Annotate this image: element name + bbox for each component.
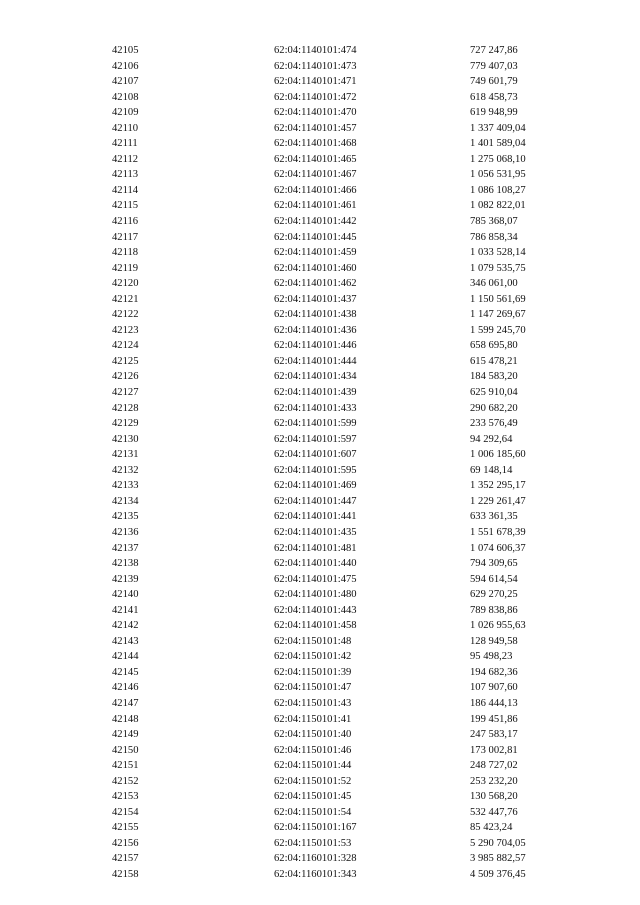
table-row xyxy=(112,292,580,308)
row-number: 42143 xyxy=(112,635,139,647)
cadastral-value: 749 601,79 xyxy=(470,76,518,88)
cadastral-number: 62:04:1150101:41 xyxy=(274,713,352,725)
table-row xyxy=(112,758,580,774)
cadastral-value: 248 727,02 xyxy=(470,760,518,772)
row-number: 42149 xyxy=(112,729,139,741)
row-number: 42125 xyxy=(112,355,139,367)
cadastral-number: 62:04:1140101:599 xyxy=(274,418,357,430)
cadastral-number: 62:04:1140101:474 xyxy=(274,45,357,56)
cadastral-value: 107 907,60 xyxy=(470,682,518,694)
row-number: 42130 xyxy=(112,433,139,445)
row-number: 42135 xyxy=(112,511,139,523)
cadastral-number: 62:04:1140101:470 xyxy=(274,107,357,119)
cadastral-number: 62:04:1140101:443 xyxy=(274,604,357,616)
row-number: 42132 xyxy=(112,464,139,476)
cadastral-value: 247 583,17 xyxy=(470,729,518,741)
cadastral-value: 1 551 678,39 xyxy=(470,526,526,538)
cadastral-number: 62:04:1150101:47 xyxy=(274,682,352,694)
row-number: 42145 xyxy=(112,666,139,678)
table-row xyxy=(112,105,580,121)
row-number: 42117 xyxy=(112,231,139,243)
row-number: 42157 xyxy=(112,853,139,865)
cadastral-value: 594 614,54 xyxy=(470,573,518,585)
row-number: 42136 xyxy=(112,526,139,538)
row-number: 42107 xyxy=(112,76,139,88)
cadastral-number: 62:04:1140101:468 xyxy=(274,138,357,150)
cadastral-value: 199 451,86 xyxy=(470,713,518,725)
row-number: 42156 xyxy=(112,837,139,849)
row-number: 42155 xyxy=(112,822,139,834)
row-number: 42122 xyxy=(112,309,139,321)
table-row xyxy=(112,696,580,712)
table-row xyxy=(112,743,580,759)
cadastral-number: 62:04:1150101:167 xyxy=(274,822,357,834)
cadastral-number: 62:04:1150101:48 xyxy=(274,635,352,647)
table-row xyxy=(112,836,580,852)
row-number: 42108 xyxy=(112,91,139,103)
cadastral-value: 1 352 295,17 xyxy=(470,480,526,492)
cadastral-value: 3 985 882,57 xyxy=(470,853,526,865)
cadastral-value: 619 948,99 xyxy=(470,107,518,119)
cadastral-number: 62:04:1150101:42 xyxy=(274,651,352,663)
cadastral-number: 62:04:1140101:471 xyxy=(274,76,357,88)
row-number: 42134 xyxy=(112,495,139,507)
row-number: 42127 xyxy=(112,387,139,399)
cadastral-value: 1 150 561,69 xyxy=(470,293,526,305)
row-number: 42121 xyxy=(112,293,139,305)
cadastral-value: 173 002,81 xyxy=(470,744,518,756)
row-number: 42119 xyxy=(112,262,139,274)
cadastral-value: 629 270,25 xyxy=(470,589,518,601)
row-number: 42113 xyxy=(112,169,139,181)
cadastral-number: 62:04:1150101:46 xyxy=(274,744,352,756)
cadastral-number: 62:04:1140101:433 xyxy=(274,402,357,414)
cadastral-value: 618 458,73 xyxy=(470,91,518,103)
cadastral-value: 94 292,64 xyxy=(470,433,513,445)
cadastral-number: 62:04:1140101:445 xyxy=(274,231,357,243)
cadastral-number: 62:04:1140101:481 xyxy=(274,542,357,554)
cadastral-number: 62:04:1140101:466 xyxy=(274,184,357,196)
table-row xyxy=(112,727,580,743)
cadastral-value: 69 148,14 xyxy=(470,464,513,476)
cadastral-number: 62:04:1140101:435 xyxy=(274,526,357,538)
cadastral-value: 727 247,86 xyxy=(470,45,518,56)
row-number: 42131 xyxy=(112,449,139,461)
cadastral-number: 62:04:1150101:43 xyxy=(274,697,352,709)
cadastral-value: 1 082 822,01 xyxy=(470,200,526,212)
table-row xyxy=(112,59,580,75)
row-number: 42133 xyxy=(112,480,139,492)
row-number: 42138 xyxy=(112,558,139,570)
cadastral-value: 1 056 531,95 xyxy=(470,169,526,181)
row-number: 42123 xyxy=(112,324,139,336)
cadastral-number: 62:04:1150101:39 xyxy=(274,666,352,678)
table-row xyxy=(112,572,580,588)
table-row xyxy=(112,525,580,541)
row-number: 42137 xyxy=(112,542,139,554)
table-row xyxy=(112,214,580,230)
row-number: 42141 xyxy=(112,604,139,616)
table-row xyxy=(112,307,580,323)
table-row xyxy=(112,385,580,401)
cadastral-value: 253 232,20 xyxy=(470,775,518,787)
row-number: 42150 xyxy=(112,744,139,756)
cadastral-number: 62:04:1140101:457 xyxy=(274,122,357,134)
cadastral-number: 62:04:1160101:328 xyxy=(274,853,357,865)
row-number: 42105 xyxy=(112,45,139,56)
cadastral-value: 1 275 068,10 xyxy=(470,153,526,165)
cadastral-value: 1 026 955,63 xyxy=(470,620,526,632)
cadastral-value: 658 695,80 xyxy=(470,340,518,352)
cadastral-value: 186 444,13 xyxy=(470,697,518,709)
row-number: 42126 xyxy=(112,371,139,383)
row-number: 42120 xyxy=(112,278,139,290)
row-number: 42146 xyxy=(112,682,139,694)
table-row xyxy=(112,338,580,354)
table-row xyxy=(112,820,580,836)
cadastral-value: 130 568,20 xyxy=(470,791,518,803)
row-number: 42158 xyxy=(112,868,139,880)
cadastral-value: 779 407,03 xyxy=(470,60,518,72)
cadastral-value: 1 337 409,04 xyxy=(470,122,526,134)
cadastral-value-table xyxy=(112,43,580,883)
row-number: 42147 xyxy=(112,697,139,709)
table-row xyxy=(112,712,580,728)
table-row xyxy=(112,401,580,417)
cadastral-number: 62:04:1140101:460 xyxy=(274,262,357,274)
cadastral-number: 62:04:1140101:461 xyxy=(274,200,357,212)
cadastral-number: 62:04:1140101:467 xyxy=(274,169,357,181)
row-number: 42152 xyxy=(112,775,139,787)
cadastral-value: 128 949,58 xyxy=(470,635,518,647)
cadastral-value: 786 858,34 xyxy=(470,231,518,243)
cadastral-number: 62:04:1140101:607 xyxy=(274,449,357,461)
cadastral-value: 625 910,04 xyxy=(470,387,518,399)
table-row xyxy=(112,167,580,183)
cadastral-number: 62:04:1140101:434 xyxy=(274,371,357,383)
cadastral-number: 62:04:1150101:54 xyxy=(274,806,352,818)
row-number: 42140 xyxy=(112,589,139,601)
cadastral-number: 62:04:1140101:458 xyxy=(274,620,357,632)
cadastral-value: 290 682,20 xyxy=(470,402,518,414)
table-row xyxy=(112,230,580,246)
table-row xyxy=(112,198,580,214)
row-number: 42112 xyxy=(112,153,139,165)
table-row xyxy=(112,261,580,277)
cadastral-number: 62:04:1140101:439 xyxy=(274,387,357,399)
row-number: 42153 xyxy=(112,791,139,803)
cadastral-number: 62:04:1160101:343 xyxy=(274,868,357,880)
cadastral-value: 1 599 245,70 xyxy=(470,324,526,336)
cadastral-value: 4 509 376,45 xyxy=(470,868,526,880)
cadastral-number: 62:04:1140101:436 xyxy=(274,324,357,336)
table-row xyxy=(112,416,580,432)
table-row xyxy=(112,43,580,59)
cadastral-value: 1 079 535,75 xyxy=(470,262,526,274)
cadastral-value: 615 478,21 xyxy=(470,355,518,367)
cadastral-value: 785 368,07 xyxy=(470,216,518,228)
cadastral-number: 62:04:1140101:459 xyxy=(274,247,357,259)
table-row xyxy=(112,774,580,790)
row-number: 42110 xyxy=(112,122,139,134)
cadastral-value: 1 147 269,67 xyxy=(470,309,526,321)
cadastral-value: 1 006 185,60 xyxy=(470,449,526,461)
row-number: 42139 xyxy=(112,573,139,585)
cadastral-value: 1 074 606,37 xyxy=(470,542,526,554)
cadastral-value: 233 576,49 xyxy=(470,418,518,430)
cadastral-number: 62:04:1140101:597 xyxy=(274,433,357,445)
table-row xyxy=(112,541,580,557)
table-row xyxy=(112,447,580,463)
table-row xyxy=(112,618,580,634)
table-row xyxy=(112,432,580,448)
cadastral-value: 194 682,36 xyxy=(470,666,518,678)
cadastral-number: 62:04:1140101:446 xyxy=(274,340,357,352)
cadastral-number: 62:04:1140101:480 xyxy=(274,589,357,601)
cadastral-value: 5 290 704,05 xyxy=(470,837,526,849)
row-number: 42116 xyxy=(112,216,139,228)
table-row xyxy=(112,556,580,572)
table-row xyxy=(112,680,580,696)
table-row xyxy=(112,152,580,168)
cadastral-number: 62:04:1140101:595 xyxy=(274,464,357,476)
cadastral-number: 62:04:1140101:440 xyxy=(274,558,357,570)
row-number: 42115 xyxy=(112,200,139,212)
cadastral-value: 1 033 528,14 xyxy=(470,247,526,259)
table-row xyxy=(112,665,580,681)
row-number: 42111 xyxy=(112,138,138,150)
cadastral-value: 1 401 589,04 xyxy=(470,138,526,150)
cadastral-number: 62:04:1140101:473 xyxy=(274,60,357,72)
cadastral-number: 62:04:1140101:441 xyxy=(274,511,357,523)
table-row xyxy=(112,587,580,603)
table-row xyxy=(112,74,580,90)
cadastral-number: 62:04:1140101:442 xyxy=(274,216,357,228)
table-row xyxy=(112,789,580,805)
row-number: 42124 xyxy=(112,340,139,352)
cadastral-number: 62:04:1140101:444 xyxy=(274,355,357,367)
cadastral-value: 184 583,20 xyxy=(470,371,518,383)
row-number: 42151 xyxy=(112,760,139,772)
cadastral-number: 62:04:1140101:465 xyxy=(274,153,357,165)
cadastral-value: 633 361,35 xyxy=(470,511,518,523)
cadastral-value: 85 423,24 xyxy=(470,822,513,834)
table-row xyxy=(112,369,580,385)
cadastral-value: 789 838,86 xyxy=(470,604,518,616)
cadastral-number: 62:04:1140101:438 xyxy=(274,309,357,321)
row-number: 42129 xyxy=(112,418,139,430)
row-number: 42154 xyxy=(112,806,139,818)
cadastral-value: 346 061,00 xyxy=(470,278,518,290)
row-number: 42128 xyxy=(112,402,139,414)
cadastral-number: 62:04:1150101:45 xyxy=(274,791,352,803)
table-row xyxy=(112,851,580,867)
row-number: 42118 xyxy=(112,247,139,259)
table-row xyxy=(112,634,580,650)
cadastral-value: 1 086 108,27 xyxy=(470,184,526,196)
table-row xyxy=(112,603,580,619)
table-row xyxy=(112,478,580,494)
cadastral-number: 62:04:1140101:472 xyxy=(274,91,357,103)
cadastral-number: 62:04:1150101:52 xyxy=(274,775,352,787)
table-row xyxy=(112,136,580,152)
cadastral-number: 62:04:1140101:447 xyxy=(274,495,357,507)
cadastral-number: 62:04:1140101:475 xyxy=(274,573,357,585)
cadastral-value: 532 447,76 xyxy=(470,806,518,818)
cadastral-number: 62:04:1150101:40 xyxy=(274,729,352,741)
table-row xyxy=(112,183,580,199)
table-row xyxy=(112,509,580,525)
cadastral-value: 95 498,23 xyxy=(470,651,513,663)
cadastral-number: 62:04:1140101:469 xyxy=(274,480,357,492)
table-row xyxy=(112,354,580,370)
table-row xyxy=(112,867,580,883)
cadastral-number: 62:04:1150101:44 xyxy=(274,760,352,772)
table-row xyxy=(112,121,580,137)
table-row xyxy=(112,276,580,292)
row-number: 42106 xyxy=(112,60,139,72)
cadastral-number: 62:04:1140101:462 xyxy=(274,278,357,290)
table-row xyxy=(112,805,580,821)
table-row xyxy=(112,463,580,479)
row-number: 42109 xyxy=(112,107,139,119)
row-number: 42144 xyxy=(112,651,139,663)
cadastral-number: 62:04:1150101:53 xyxy=(274,837,352,849)
table-body xyxy=(112,43,580,883)
table-row xyxy=(112,649,580,665)
cadastral-value: 1 229 261,47 xyxy=(470,495,526,507)
row-number: 42114 xyxy=(112,184,139,196)
table-row xyxy=(112,90,580,106)
row-number: 42142 xyxy=(112,620,139,632)
table-row xyxy=(112,494,580,510)
cadastral-value: 794 309,65 xyxy=(470,558,518,570)
row-number: 42148 xyxy=(112,713,139,725)
table-row xyxy=(112,245,580,261)
cadastral-number: 62:04:1140101:437 xyxy=(274,293,357,305)
table-row xyxy=(112,323,580,339)
